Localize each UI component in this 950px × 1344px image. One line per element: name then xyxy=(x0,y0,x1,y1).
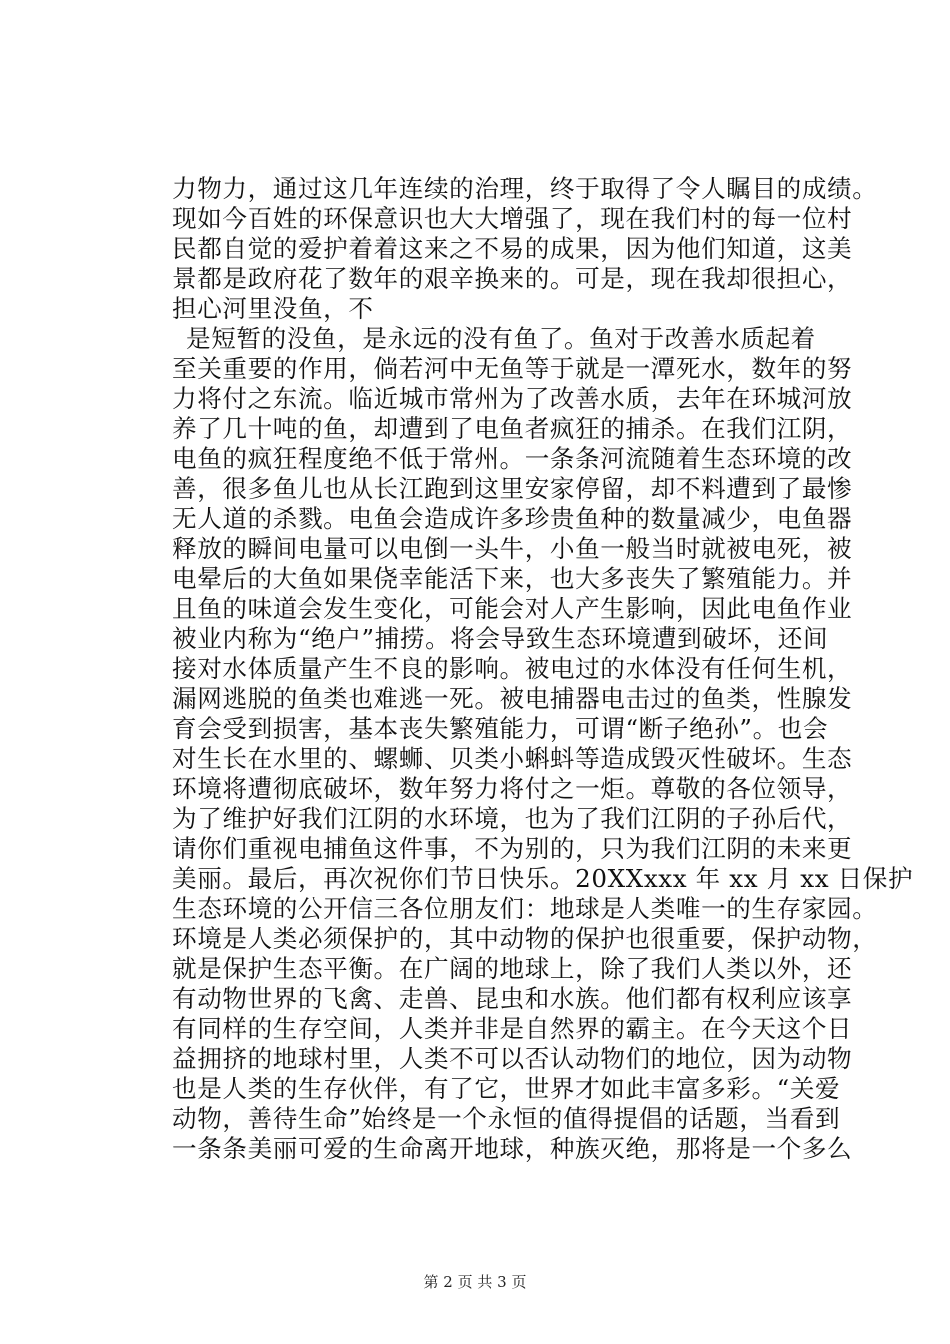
text-line: 接对水体质量产生不良的影响。被电过的水体没有任何生机， xyxy=(172,654,853,683)
text-line: 美丽。最后，再次祝你们节日快乐。20XXxxx 年 xx 月 xx 日保护 xyxy=(172,864,914,893)
text-line: 至关重要的作用，倘若河中无鱼等于就是一潭死水，数年的努 xyxy=(172,354,853,383)
text-line: 请你们重视电捕鱼这件事，不为别的，只为我们江阴的未来更 xyxy=(172,834,853,863)
body-text xyxy=(172,174,914,1164)
text-line: 为了维护好我们江阴的水环境，也为了我们江阴的子孙后代， xyxy=(172,804,853,833)
text-line: 生态环境的公开信三各位朋友们：地球是人类唯一的生存家园。 xyxy=(172,894,878,923)
text-line: 担心河里没鱼，不 xyxy=(172,294,374,323)
text-line: 有同样的生存空间，人类并非是自然界的霸主。在今天这个日 xyxy=(172,1014,853,1043)
text-line: 育会受到损害，基本丧失繁殖能力，可谓“断子绝孙”。也会 xyxy=(172,714,829,743)
text-line: 就是保护生态平衡。在广阔的地球上，除了我们人类以外，还 xyxy=(172,954,853,983)
text-line: 力物力，通过这几年连续的治理，终于取得了令人瞩目的成绩。 xyxy=(172,174,878,203)
text-line: 力将付之东流。临近城市常州为了改善水质，去年在环城河放 xyxy=(172,384,853,413)
text-line: 善，很多鱼儿也从长江跑到这里安家停留，却不料遭到了最惨 xyxy=(172,474,853,503)
page-number: 第 2 页 共 3 页 xyxy=(423,1273,527,1291)
text-line: 也是人类的生存伙伴，有了它，世界才如此丰富多彩。“关爱 xyxy=(172,1074,841,1103)
text-line: 被业内称为“绝户”捕捞。将会导致生态环境遭到破坏，还间 xyxy=(172,624,829,653)
text-line: 养了几十吨的鱼，却遭到了电鱼者疯狂的捕杀。在我们江阴， xyxy=(172,414,853,443)
text-line: 现如今百姓的环保意识也大大增强了，现在我们村的每一位村 xyxy=(172,204,853,233)
text-line: 景都是政府花了数年的艰辛换来的。可是，现在我却很担心， xyxy=(172,264,853,293)
text-line: 电晕后的大鱼如果侥幸能活下来，也大多丧失了繁殖能力。并 xyxy=(172,564,853,593)
text-line: 漏网逃脱的鱼类也难逃一死。被电捕器电击过的鱼类，性腺发 xyxy=(172,684,853,713)
text-line: 民都自觉的爱护着着这来之不易的成果，因为他们知道，这美 xyxy=(172,234,853,263)
text-line: 动物，善待生命”始终是一个永恒的值得提倡的话题，当看到 xyxy=(172,1104,841,1133)
text-line: 一条条美丽可爱的生命离开地球，种族灭绝，那将是一个多么 xyxy=(172,1134,853,1163)
text-line: 电鱼的疯狂程度绝不低于常州。一条条河流随着生态环境的改 xyxy=(172,444,853,473)
text-line: 释放的瞬间电量可以电倒一头牛，小鱼一般当时就被电死，被 xyxy=(172,534,853,563)
text-line: 环境是人类必须保护的，其中动物的保护也很重要，保护动物， xyxy=(172,924,878,953)
text-line: 无人道的杀戮。电鱼会造成许多珍贵鱼种的数量减少，电鱼器 xyxy=(172,504,853,533)
text-line-paragraph-start: 是短暂的没鱼，是永远的没有鱼了。鱼对于改善水质起着 xyxy=(186,324,816,353)
text-line: 环境将遭彻底破坏，数年努力将付之一炬。尊敬的各位领导， xyxy=(172,774,853,803)
page-footer xyxy=(0,1272,950,1292)
text-line: 且鱼的味道会发生变化，可能会对人产生影响，因此电鱼作业 xyxy=(172,594,853,623)
text-line: 有动物世界的飞禽、走兽、昆虫和水族。他们都有权利应该享 xyxy=(172,984,853,1013)
text-line: 益拥挤的地球村里，人类不可以否认动物们的地位，因为动物 xyxy=(172,1044,853,1073)
text-line: 对生长在水里的、螺蛳、贝类小蝌蚪等造成毁灭性破坏。生态 xyxy=(172,744,853,773)
